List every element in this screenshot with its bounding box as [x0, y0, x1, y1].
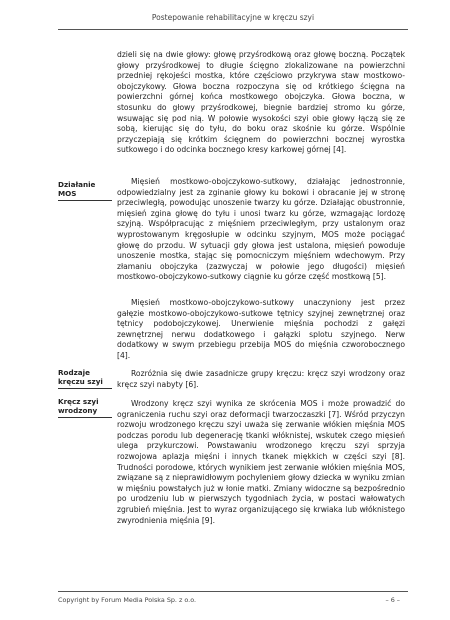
sidehead-label: Działanie MOS: [58, 180, 96, 198]
paragraph-types: [117, 369, 405, 390]
paragraph-text: Rozróżnia się dwie zasadnicze grupy kręczu: kręcz szyi wrodzony oraz kręcz szyi nabyty [6].: [117, 369, 405, 389]
sidehead-label: Kręcz szyi wrodzony: [58, 397, 99, 415]
sidehead-wrodzony: [58, 397, 112, 418]
sidehead-label: Rodzaje kręczu szyi: [58, 368, 103, 386]
page-footer: [58, 591, 408, 604]
page-number: – 6 –: [385, 596, 400, 604]
paragraph-text: Wrodzony kręcz szyi wynika ze skrócenia MOS i może prowadzić do ograniczenia ruchu szyi oraz deformacji twarzoczaszki [7]. Wśród przyczyn rozwoju wrodzonego kręczu szyi uważa się zerwanie włókien mięśnia MOS podczas porodu lub degenerację tkanki włóknistej, wskutek czego mięsień ulega przykurczowi. Powstawaniu wrodzonego kręczu szyi sprzyja rozwojowa aplazja mięśni i innych tkanek miękkich w części szyi [8]. Trudności porodowe, których wynikiem jest zerwanie włókien mięśnia MOS, związane są z nieprawidłowym pochyleniem głowy dziecka w wyniku zmian w mięśniu powstałych już w łonie matki. Zmiany widoczne są bezpośrednio po urodzeniu lub w pierwszych tygodniach życia, w postaci wałowatych zgrubień mięśnia. Jest to wyraz organizującego się krwiaka lub włóknistego zwyrodnienia mięśnia [9].: [117, 399, 405, 525]
sidehead-rule: [58, 200, 112, 201]
sidehead-rodzaje: [58, 368, 112, 389]
paragraph-congenital: [117, 399, 405, 526]
paragraph-text: Mięsień mostkowo-obojczykowo-sutkowy, działając jednostronnie, odpowiedzialny jest za zginanie głowy ku bokowi i obracanie jej w stronę przeciwległą, powodując unoszenie twarzy ku górze. Działając obustronnie, mięsień zgina głowę do tyłu i unosi twarz ku górze, wzmagając lordozę szyjną. Współpracując z mięśniem przeciwległym, przy ustalonym oraz wyprostowanym kręgosłupie w odcinku szyjnym, MOS może pociągać głowę do przodu. W sytuacji gdy głowa jest ustalona, mięsień powoduje unoszenie mostka, stając się pomocniczym mięśniem wdechowym. Przy złamaniu obojczyka (zazwyczaj w połowie jego długości) mięsień mostkowo-obojczykowo-sutkowy ciągnie ku górze część mostkową [5].: [117, 177, 405, 282]
paragraph-text: Mięsień mostkowo-obojczykowo-sutkowy unaczyniony jest przez gałęzie mostkowo-obojczykowo-sutkowe tętnicy szyjnej zewnętrznej oraz tętnicy podobojczykowej. Unerwienie mięśnia pochodzi z gałęzi zewnętrznej nerwu dodatkowego i gałązki splotu szyjnego. Nerw dodatkowy w swym przebiegu przebija MOS do mięśnia czworobocznego [4].: [117, 298, 405, 360]
footer-copyright: Copyright by Forum Media Polska Sp. z o.o.: [58, 596, 197, 604]
running-header-title: Postepowanie rehabilitacyjne w kręczu szyi: [151, 13, 315, 22]
paragraph-mos-heads: [117, 50, 405, 156]
sidehead-dzialanie-mos: [58, 180, 112, 201]
paragraph-mos-supply: [117, 298, 405, 362]
paragraph-text: dzieli się na dwie głowy: głowę przyśrodkową oraz głowę boczną. Początek głowy przyśrodkowej to długie ścięgno zlokalizowane na powierzchni przedniej rękojeści mostka, które częściowo przykrywa staw mostkowo-obojczykowy. Głowa boczna rozpoczyna się od krótkiego ścięgna na powierzchni górnej końca mostkowego obojczyka. Głowa boczna, w stosunku do głowy przyśrodkowej, biegnie bardziej stromo ku górze, wsuwając się pod nią. W połowie wysokości szyi obie głowy łączą się ze sobą, kierując się do tyłu, do boku oraz skośnie ku górze. Wspólnie przyczepiają się krótkim ścięgnem do powierzchni bocznej wyrostka sutkowego i do odcinka bocznego kresy karkowej górnej [4].: [117, 50, 405, 155]
sidehead-rule: [58, 417, 112, 418]
paragraph-mos-function: [117, 177, 405, 283]
running-header: [58, 12, 408, 30]
sidehead-rule: [58, 388, 112, 389]
